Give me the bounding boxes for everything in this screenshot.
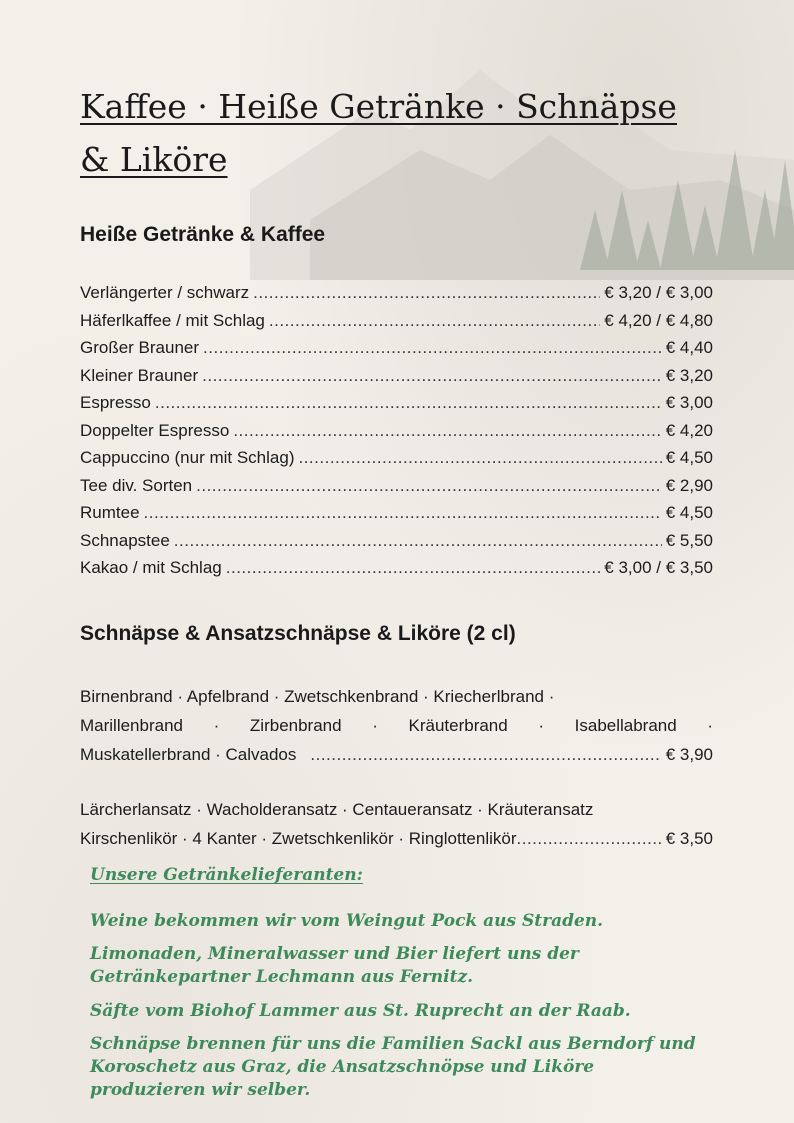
item-price: € 4,40 (665, 338, 713, 357)
item-name: Cappuccino (nur mit Schlag) (80, 448, 295, 467)
dot-leader (233, 421, 661, 441)
item-name: Schnapstee (80, 530, 170, 550)
list-item (80, 421, 713, 449)
list-item (80, 366, 713, 394)
schnaps-group-brands (80, 682, 713, 769)
supplier-line: Weine bekommen wir vom Weingut Pock aus Straden. (90, 911, 604, 931)
list-item (80, 311, 713, 339)
page-title: Kaffee · Heiße Getränke · Schnäpse & Liköre (80, 87, 677, 179)
item-name: Großer Brauner (80, 338, 200, 357)
dot-leader (196, 476, 662, 496)
item-price: € 3,20 / € 3,00 (604, 283, 713, 302)
list-item (80, 338, 713, 366)
supplier-line: Schnäpse brennen für uns die Familien Sackl aus Berndorf und Koroschetz aus Graz, die Ansatzschnöpse und Liköre produzieren wir selber. (90, 1034, 696, 1100)
list-item (80, 393, 713, 421)
hot-drinks-list (80, 283, 713, 586)
item-name: Tee div. Sorten (80, 475, 193, 495)
list-item (80, 476, 713, 504)
item-name: Kirschenlikör · 4 Kanter · Zwetschkenlikör · Ringlottenlikör (80, 829, 517, 848)
list-item (80, 283, 713, 311)
suppliers-title: Unsere Getränkelieferanten: (90, 865, 363, 885)
item-price: € 3,20 (665, 365, 713, 385)
list-item (80, 503, 713, 531)
item-name: Kleiner Brauner (80, 365, 199, 385)
item-name: Doppelter Espresso (80, 420, 230, 440)
list-item (80, 531, 713, 559)
item-name: Espresso (80, 393, 151, 412)
supplier-line: Limonaden, Mineralwasser und Bier liefert uns der Getränkepartner Lechmann aus Fernitz. (90, 944, 579, 987)
item-name: Häferlkaffee / mit Schlag (80, 310, 265, 330)
list-item (80, 448, 713, 476)
dot-leader (202, 366, 662, 386)
schnaps-price-row (80, 824, 713, 853)
list-item (80, 558, 713, 586)
dot-leader (203, 338, 662, 358)
section-heading-hot-drinks: Heiße Getränke & Kaffee (80, 223, 326, 246)
supplier-line: Säfte vom Biohof Lammer aus St. Ruprecht an der Raab. (90, 1001, 631, 1021)
item-price: € 3,90 (665, 745, 713, 764)
dot-leader (155, 393, 662, 413)
dot-leader (226, 558, 601, 578)
item-price: € 2,90 (665, 475, 713, 495)
item-name: Kakao / mit Schlag (80, 558, 222, 577)
item-price: € 4,50 (665, 503, 713, 522)
item-price: € 3,00 (665, 393, 713, 412)
item-name: Rumtee (80, 503, 140, 522)
dot-leader (310, 740, 661, 769)
item-price: € 4,20 / € 4,80 (604, 310, 713, 330)
dot-leader (298, 448, 661, 468)
item-price: € 4,50 (665, 448, 713, 467)
schnaps-line: Marillenbrand · Zirbenbrand · Kräuterbrand · Isabellabrand · (80, 716, 713, 735)
item-price: € 3,50 (665, 829, 713, 848)
dot-leader (253, 283, 600, 303)
schnaps-line: Birnenbrand · Apfelbrand · Zwetschkenbrand · Kriecherlbrand · (80, 687, 555, 706)
schnaps-price-row (80, 740, 713, 769)
item-name: Verlängerter / schwarz (80, 283, 250, 302)
item-price: € 4,20 (665, 420, 713, 440)
item-price: € 3,00 / € 3,50 (604, 558, 713, 577)
schnaps-group-liqueurs (80, 795, 713, 853)
schnaps-line: Lärcherlansatz · Wacholderansatz · Centaueransatz · Kräuteransatz (80, 800, 594, 819)
dot-leader (144, 503, 662, 523)
item-name: Muskatellerbrand · Calvados (80, 745, 297, 764)
dot-leader (174, 531, 662, 551)
item-price: € 5,50 (665, 530, 713, 550)
dot-leader (517, 824, 662, 853)
section-heading-schnaps: Schnäpse & Ansatzschnäpse & Liköre (2 cl) (80, 622, 516, 645)
dot-leader (269, 311, 600, 331)
